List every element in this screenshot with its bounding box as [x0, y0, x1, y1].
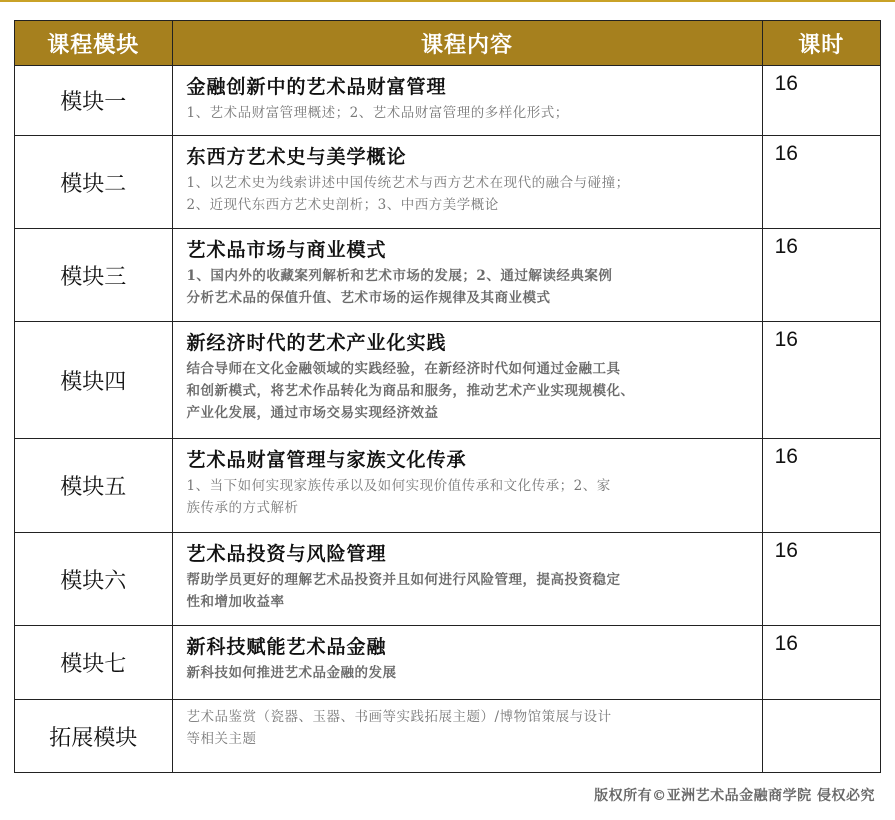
- content-cell: [172, 229, 762, 322]
- hours-value: 16: [762, 136, 880, 229]
- hours-value: 16: [762, 229, 880, 322]
- hours-value: 16: [762, 626, 880, 700]
- content-cell: [172, 626, 762, 700]
- module-name: 模块一: [15, 66, 173, 136]
- hours-value: 16: [762, 533, 880, 626]
- content-cell: [172, 66, 762, 136]
- content-title: 艺术品市场与商业模式: [186, 239, 387, 261]
- table-row: [15, 322, 881, 439]
- table-row: [15, 136, 881, 229]
- hours-value: 16: [762, 66, 880, 136]
- content-desc: 艺术品鉴赏（瓷器、玉器、书画等实践拓展主题）/博物馆策展与设计 等相关主题: [186, 709, 612, 747]
- table-row: [15, 626, 881, 700]
- content-desc: 新科技如何推进艺术品金融的发展: [186, 665, 397, 681]
- header-module: 课程模块: [15, 21, 173, 66]
- header-hours: 课时: [762, 21, 880, 66]
- content-cell: [172, 136, 762, 229]
- hours-value: 16: [762, 322, 880, 439]
- content-title: 新经济时代的艺术产业化实践: [186, 332, 447, 354]
- module-name: 模块五: [15, 439, 173, 533]
- content-cell: [172, 533, 762, 626]
- content-desc: 1、国内外的收藏案列解析和艺术市场的发展；2、通过解读经典案例 分析艺术品的保值升值、艺术市场的运作规律及其商业模式: [186, 268, 613, 306]
- module-name: 模块二: [15, 136, 173, 229]
- table-header-row: [15, 21, 881, 66]
- content-title: 东西方艺术史与美学概论: [186, 146, 407, 168]
- content-desc: 帮助学员更好的理解艺术品投资并且如何进行风险管理，提高投资稳定 性和增加收益率: [186, 572, 621, 610]
- module-name: 模块七: [15, 626, 173, 700]
- table-row: [15, 66, 881, 136]
- module-name: 拓展模块: [15, 700, 173, 773]
- course-table: [14, 20, 881, 773]
- module-name: 模块三: [15, 229, 173, 322]
- content-desc: 结合导师在文化金融领域的实践经验，在新经济时代如何通过金融工具 和创新模式，将艺术作品转化为商品和服务，推动艺术产业实现规模化、 产业化发展，通过市场交易实现经济效益: [186, 361, 635, 421]
- copyright-notice: 版权所有©亚洲艺术品金融商学院 侵权必究: [594, 788, 875, 804]
- table-row: [15, 439, 881, 533]
- table-row: [15, 700, 881, 773]
- content-desc: 1、以艺术史为线索讲述中国传统艺术与西方艺术在现代的融合与碰撞； 2、近现代东西方艺术史剖析；3、中西方美学概论: [186, 175, 630, 213]
- table-row: [15, 533, 881, 626]
- content-cell: [172, 700, 762, 773]
- content-title: 新科技赋能艺术品金融: [186, 636, 387, 658]
- top-accent-line: [0, 0, 895, 2]
- table-row: [15, 229, 881, 322]
- content-desc: 1、艺术品财富管理概述；2、艺术品财富管理的多样化形式；: [186, 105, 569, 121]
- content-title: 艺术品财富管理与家族文化传承: [186, 449, 467, 471]
- content-desc: 1、当下如何实现家族传承以及如何实现价值传承和文化传承；2、家 族传承的方式解析: [186, 478, 611, 516]
- header-content: 课程内容: [172, 21, 762, 66]
- content-title: 艺术品投资与风险管理: [186, 543, 387, 565]
- module-name: 模块四: [15, 322, 173, 439]
- content-cell: [172, 322, 762, 439]
- content-title: 金融创新中的艺术品财富管理: [186, 76, 447, 98]
- content-cell: [172, 439, 762, 533]
- hours-value: 16: [762, 439, 880, 533]
- hours-value: [762, 700, 880, 773]
- module-name: 模块六: [15, 533, 173, 626]
